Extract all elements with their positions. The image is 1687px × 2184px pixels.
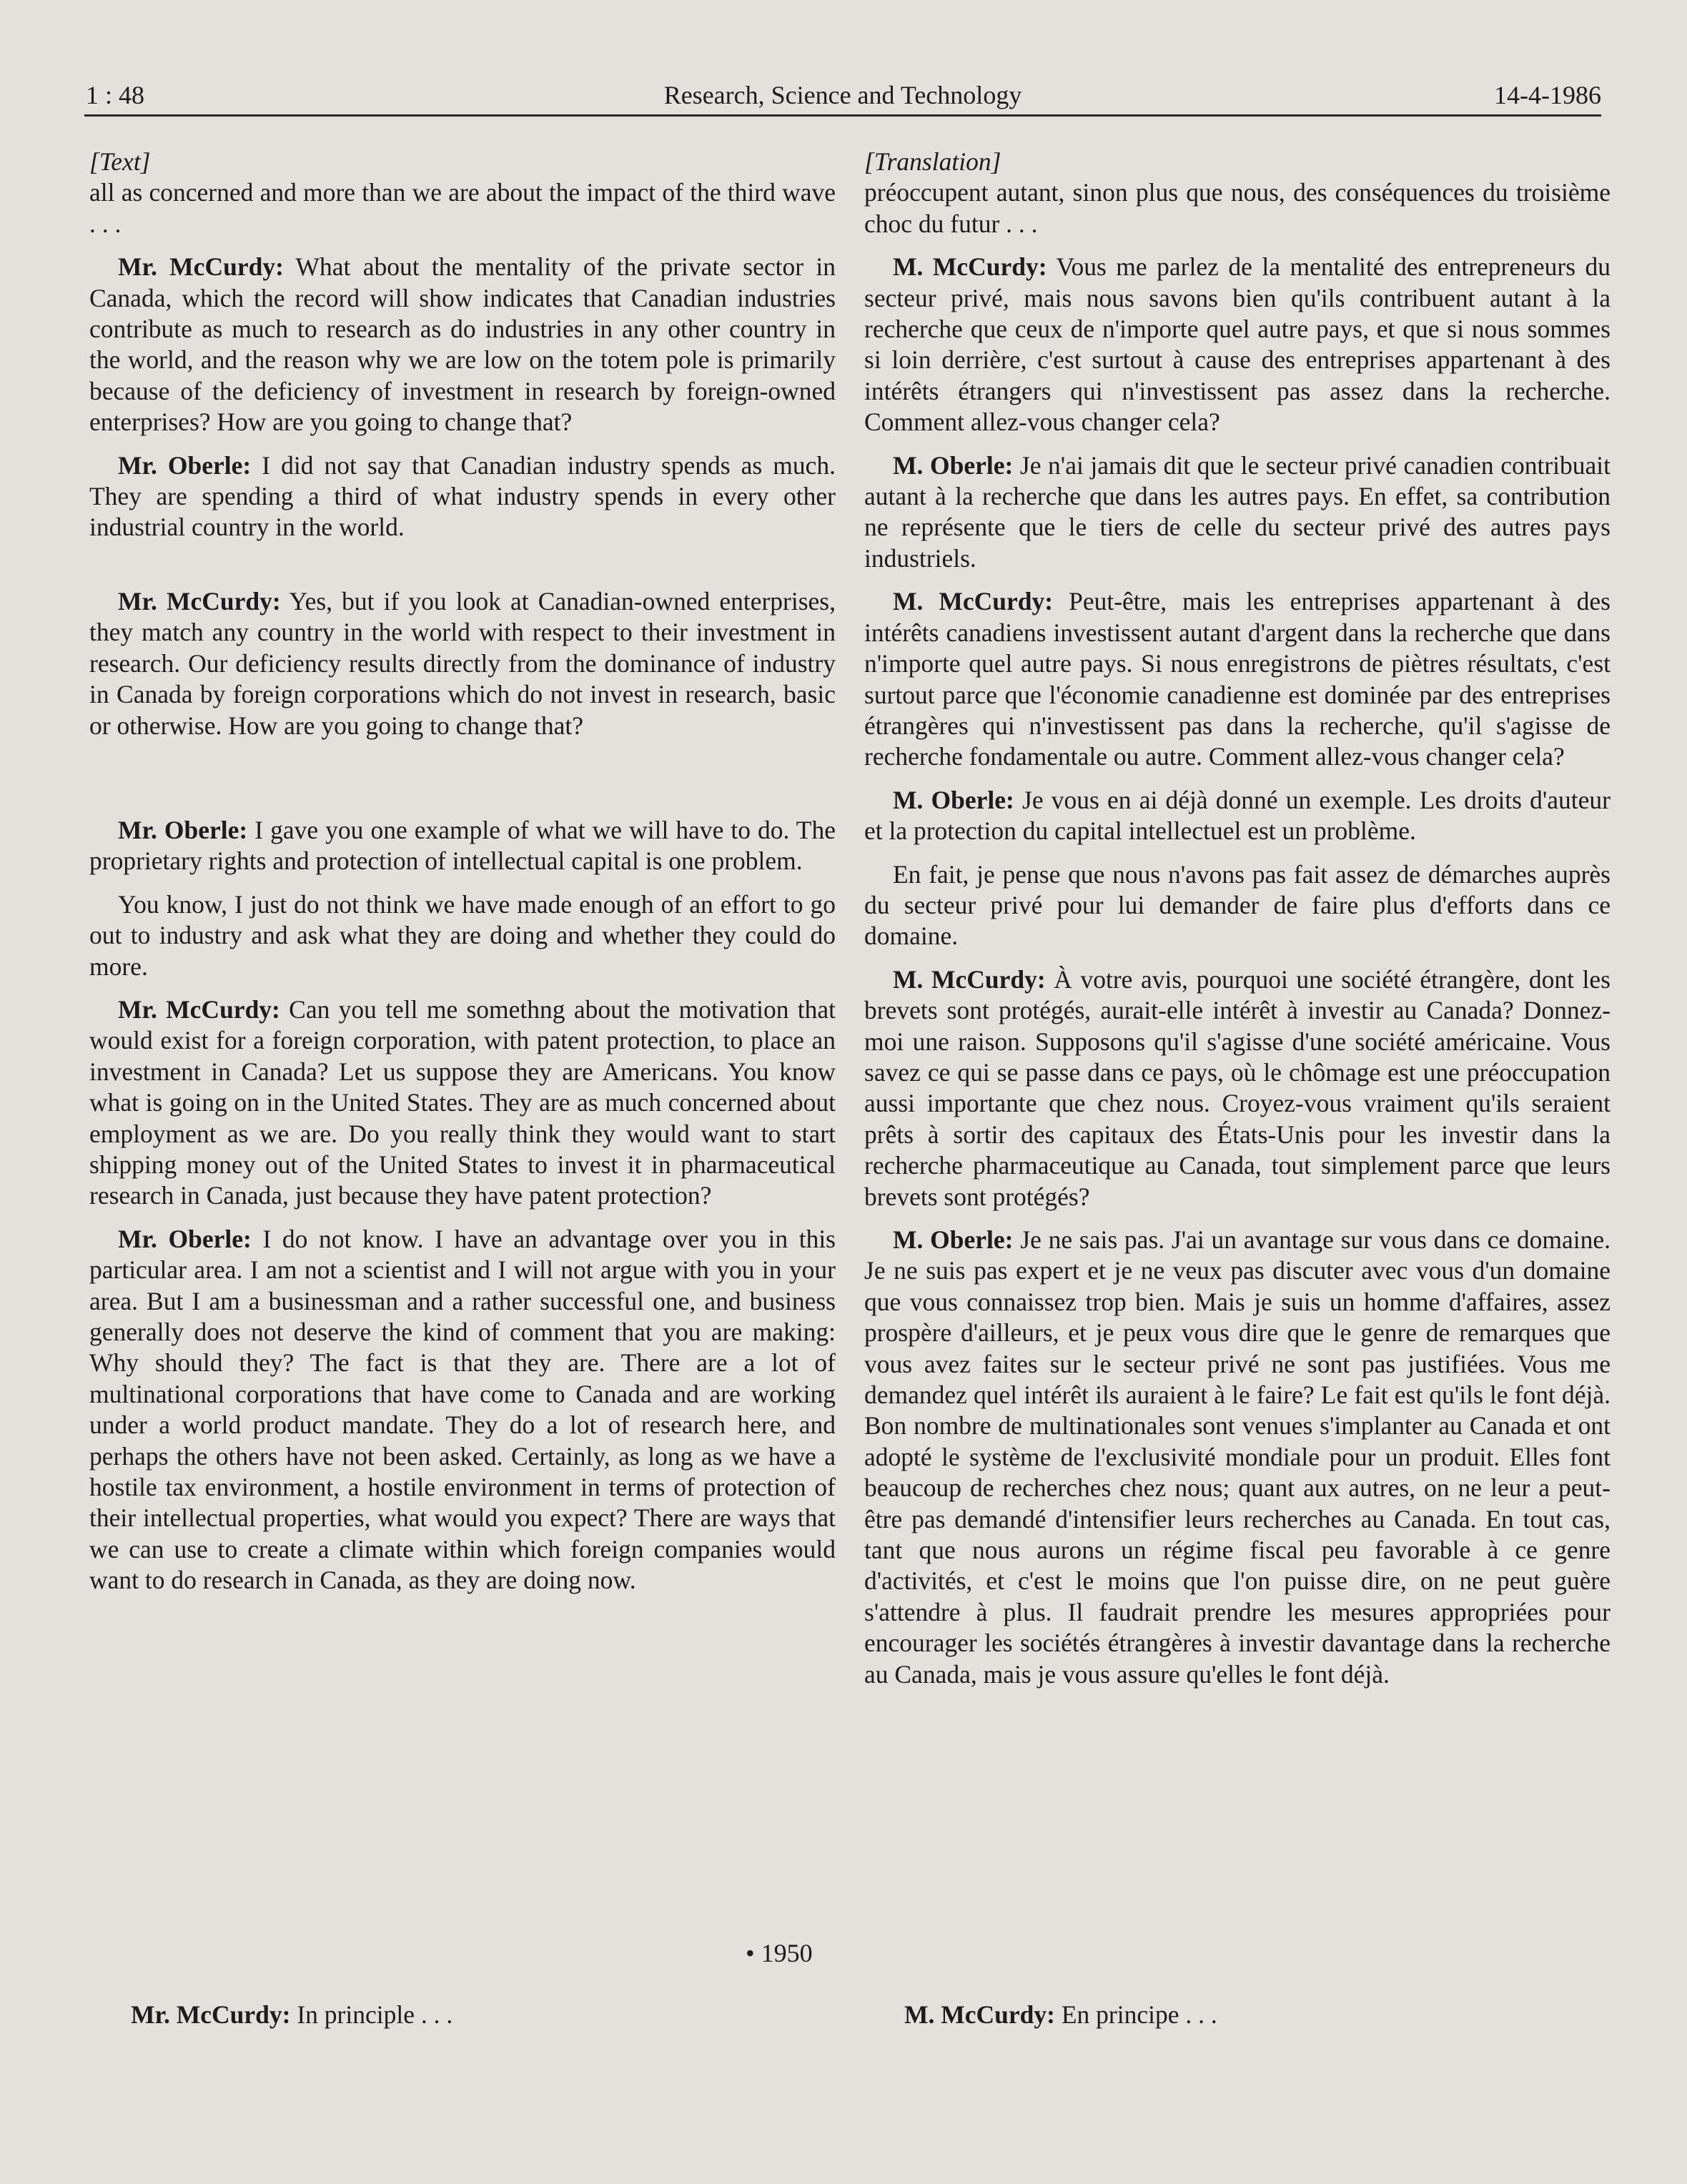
speech-paragraph (864, 964, 1611, 1212)
speaker-name: Mr. Oberle: (118, 1224, 252, 1253)
speech-text: À votre avis, pourquoi une société étrangère, dont les brevets sont protégés, aurait-elle intérêt à investir au Canada? Donnez-moi une raison. Supposons qu'il s'agisse d'une société américaine. Vous savez ce qui se passe dans ce pays, où le chômage est une préoccupation aussi importante que chez nous. Croyez-vous vraiment qu'ils seraient prêts à sortir des capitaux des États-Unis pour les investir dans la recherche pharmaceutique au Canada, tout simplement parce que leurs brevets sont protégés? (864, 964, 1611, 1211)
speaker-name: M. Oberle: (893, 785, 1014, 814)
speech-paragraph (89, 450, 836, 543)
speaker-name: M. Oberle: (893, 1225, 1014, 1254)
speech-text: Can you tell me somethng about the motivation that would exist for a foreign corporation, with patent protection, to place an investment in Canada? Let us suppose they are Americans. You know what is going on in the United States. They are as much concerned about employment as we are. Do you really think they would want to start shipping money out of the United States to invest it in pharmaceutical research in Canada, just because they have patent protection? (89, 994, 836, 1210)
speech-paragraph (89, 994, 836, 1212)
speech-paragraph (89, 1224, 836, 1596)
paragraph: préoccupent autant, sinon plus que nous, des conséquences du troisième choc du futur . . . (864, 178, 1611, 238)
speech-text: I gave you one example of what we will have to do. The proprietary rights and protection of intellectual capital is one problem. (89, 815, 836, 876)
page-header (84, 74, 1601, 117)
speaker-name: Mr. McCurdy: (118, 994, 280, 1024)
speaker-name: M. McCurdy: (893, 587, 1054, 616)
column-label: [Translation] (864, 147, 1001, 176)
speech-paragraph (864, 586, 1611, 772)
speaker-name: Mr. McCurdy: (118, 586, 281, 616)
speech-paragraph (864, 252, 1611, 438)
french-column (864, 147, 1611, 1690)
speech-text: Je ne sais pas. J'ai un avantage sur vous dans ce domaine. Je ne suis pas expert et je ne veux pas discuter avec vous d'un domaine que vous connaissez trop bien. Mais je suis un homme d'affaires, assez prospère d'ailleurs, et je peux vous dire que le genre de remarques que vous avez faites sur le secteur privé ne sont pas justifiées. Vous me demandez quel intérêt ils auraient à le faire? Le fait est qu'ils le font déjà. Bon nombre de multinationales sont venues s'implanter au Canada et ont adopté le système de l'exclusivité mondiale pour un produit. Elles font beaucoup de recherches chez nous; quant aux autres, on ne leur a peut-être pas demandé d'intensifier leurs recherches au Canada. En tout cas, tant que nous aurons un régime fiscal peu favorable à ce genre d'activités, et c'est le moins que l'on puisse dire, on ne peut guère s'attendre à plus. Il faudrait prendre les mesures appropriées pour encourager les sociétés étrangères à investir davantage dans la recherche au Canada, mais je vous assure qu'elles le font déjà. (864, 1225, 1611, 1689)
speaker-name: Mr. McCurdy: (131, 2000, 291, 2029)
speech-text: Peut-être, mais les entreprises appartenant à des intérêts canadiens investissent autant d'argent dans la recherche que dans n'importe quel autre pays. Si nous enregistrons de piètres résultats, c'est surtout parce que l'économie canadienne est dominée par des entreprises étrangères qui n'investissent pas dans la recherche, qu'il s'agisse de recherche fondamentale ou autre. Comment allez-vous changer cela? (864, 587, 1611, 771)
timestamp-marker: • 1950 (746, 1939, 813, 1967)
speech-text: Yes, but if you look at Canadian-owned enterprises, they match any country in the world with respect to their investment in research. Our deficiency results directly from the dominance of industry in Canada by foreign corporations which do not invest in research, basic or otherwise. How are you going to change that? (89, 586, 836, 740)
speech-paragraph (864, 450, 1611, 575)
paragraph: all as concerned and more than we are about the impact of the third wave . . . (89, 178, 836, 238)
closing-line-french (904, 2000, 1217, 2030)
speech-text: Vous me parlez de la mentalité des entrepreneurs du secteur privé, mais nous savons bien qu'ils contribuent autant à la recherche que ceux de n'importe quel autre pays, et que si nous sommes si loin derrière, c'est surtout à cause des entreprises appartenant à des intérêts étrangers qui n'investissent pas assez dans la recherche. Comment allez-vous changer cela? (864, 252, 1611, 437)
speech-paragraph (864, 785, 1611, 847)
speech-paragraph (89, 586, 836, 741)
speech-text: Je vous en ai déjà donné un exemple. Les droits d'auteur et la protection du capital intellectuel est un problème. (864, 785, 1611, 846)
speaker-name: M. McCurdy: (893, 964, 1046, 994)
closing-line-english (131, 2000, 452, 2030)
page-number: 1 : 48 (86, 81, 145, 109)
page-date: 14-4-1986 (1494, 81, 1601, 109)
speech-text: In principle . . . (290, 2000, 453, 2029)
speech-text: I did not say that Canadian industry spends as much. They are spending a third of what industry spends in every other industrial country in the world. (89, 450, 836, 542)
speech-paragraph (89, 815, 836, 877)
speaker-name: M. Oberle: (893, 450, 1014, 480)
speech-paragraph (864, 1225, 1611, 1690)
speech-paragraph (89, 252, 836, 438)
speech-text: What about the mentality of the private sector in Canada, which the record will show indicates that Canadian industries contribute as much to research as do industries in any other country in the world, and the reason why we are low on the totem pole is primarily because of the deficiency of investment in research by foreign-owned enterprises? How are you going to change that? (89, 252, 836, 437)
paragraph: En fait, je pense que nous n'avons pas fait assez de démarches auprès du secteur privé pour lui demander de faire plus d'efforts dans ce domaine. (864, 859, 1611, 951)
page-title: Research, Science and Technology (663, 81, 1022, 109)
speech-text: Je n'ai jamais dit que le secteur privé canadien contribuait autant à la recherche que dans les autres pays. En effet, sa contribution ne représente que le tiers de celle du secteur privé des autres pays industriels. (864, 450, 1611, 573)
paragraph: You know, I just do not think we have made enough of an effort to go out to industry and ask what they are doing and whether they could do more. (89, 889, 836, 981)
speech-text: I do not know. I have an advantage over you in this particular area. I am not a scientist and I will not argue with you in your area. But I am a businessman and a rather successful one, and business generally does not deserve the kind of comment that you are making: Why should they? The fact is that they are. There are a lot of multinational corporations that have come to Canada and are working under a world product mandate. They do a lot of research here, and perhaps the others have not been asked. Certainly, as long as we have a hostile tax environment, a hostile environment in terms of protection of their intellectual properties, what would you expect? There are ways that we can use to create a climate within which foreign companies would want to do research in Canada, as they are doing now. (89, 1224, 836, 1595)
speaker-name: Mr. Oberle: (118, 450, 252, 480)
speaker-name: Mr. McCurdy: (118, 252, 284, 282)
speech-text: En principe . . . (1054, 2000, 1217, 2029)
speaker-name: Mr. Oberle: (118, 815, 248, 844)
english-column (89, 147, 836, 1596)
column-label: [Text] (89, 147, 151, 176)
speaker-name: M. McCurdy: (904, 2000, 1055, 2029)
speaker-name: M. McCurdy: (893, 252, 1047, 282)
